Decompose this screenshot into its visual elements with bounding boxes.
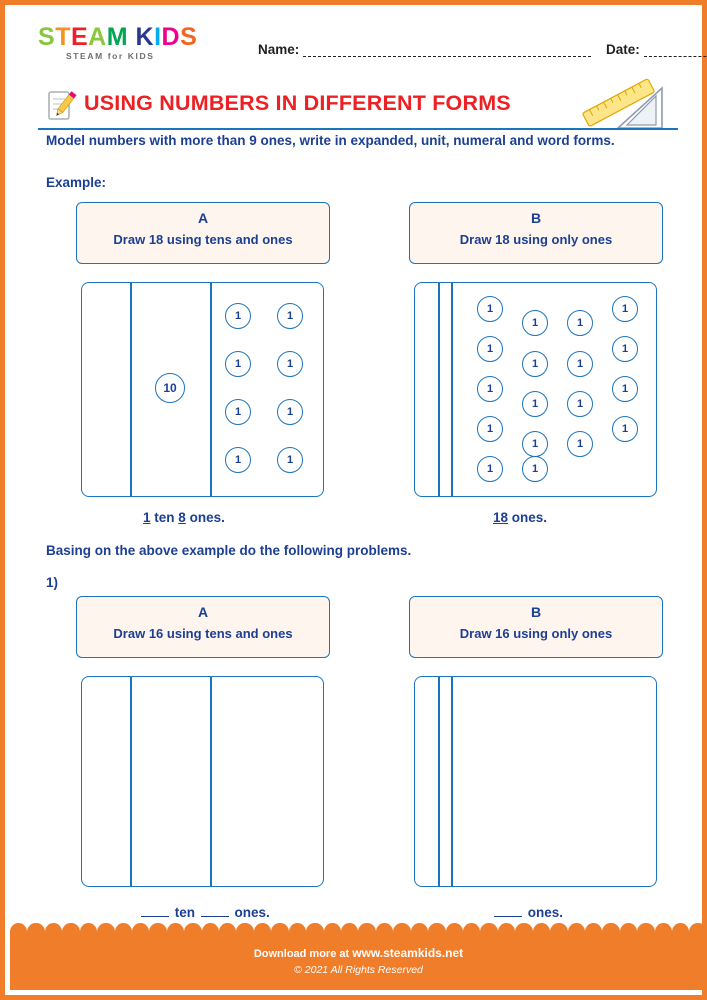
worksheet-content <box>10 10 697 990</box>
ten-circle <box>155 373 185 403</box>
grid-a-divider-2 <box>210 283 212 496</box>
example-answer-b-ones: 18 <box>493 510 509 525</box>
logo-subtitle: STEAM for KIDS <box>66 51 155 61</box>
one-circle <box>477 416 503 442</box>
one-circle <box>567 351 593 377</box>
one-value: 1 <box>486 463 494 475</box>
problem1-box-b-desc: Draw 16 using only ones <box>459 626 613 641</box>
one-circle <box>477 456 503 482</box>
page-title: USING NUMBERS IN DIFFERENT FORMS <box>84 91 511 115</box>
one-circle <box>567 310 593 336</box>
footer-download <box>10 946 707 960</box>
one-circle <box>277 447 303 473</box>
ruler-icon <box>578 74 674 141</box>
one-value: 1 <box>286 358 294 370</box>
example-answer-b-onesword: ones. <box>511 510 548 525</box>
logo <box>38 24 238 61</box>
one-value: 1 <box>486 343 494 355</box>
one-value: 1 <box>531 317 539 329</box>
one-value: 1 <box>486 303 494 315</box>
problem1-answer-b-onesword: ones. <box>527 905 564 920</box>
example-answer-b <box>493 510 547 525</box>
footer-site-link[interactable]: www.steamkids.net <box>352 946 464 960</box>
header <box>10 10 707 72</box>
logo-title: STEAM KIDS <box>38 23 198 51</box>
one-circle <box>522 351 548 377</box>
one-circle <box>612 336 638 362</box>
one-circle <box>225 447 251 473</box>
example-answer-a-tenword: ten <box>154 510 175 525</box>
one-circle <box>567 431 593 457</box>
date-input-line[interactable] <box>644 44 707 57</box>
name-date-row <box>258 42 707 57</box>
one-circle <box>477 336 503 362</box>
one-value: 1 <box>576 317 584 329</box>
grid-a-divider-1 <box>130 677 132 886</box>
one-value: 1 <box>234 358 242 370</box>
one-value: 1 <box>286 310 294 322</box>
one-value: 1 <box>234 454 242 466</box>
one-value: 1 <box>621 303 629 315</box>
one-circle <box>522 456 548 482</box>
name-label: Name: <box>258 42 300 57</box>
one-value: 1 <box>576 398 584 410</box>
footer-copyright: © 2021 All Rights Reserved <box>294 964 423 976</box>
one-circle <box>277 351 303 377</box>
one-value: 1 <box>531 463 539 475</box>
one-value: 1 <box>286 454 294 466</box>
example-answer-a-onesword: ones. <box>189 510 225 525</box>
grid-b-divider-1 <box>438 677 440 886</box>
footer <box>10 932 707 990</box>
example-box-b-label <box>409 202 663 264</box>
one-circle <box>522 431 548 457</box>
ten-circle-value: 10 <box>163 381 177 395</box>
one-circle <box>225 399 251 425</box>
problem1-box-b-label <box>409 596 663 658</box>
title-divider <box>38 128 678 130</box>
basing-instruction: Basing on the above example do the following problems. <box>46 543 412 558</box>
example-box-b-desc: Draw 18 using only ones <box>459 232 613 247</box>
one-circle <box>277 303 303 329</box>
example-box-b-letter: B <box>530 210 542 226</box>
one-value: 1 <box>531 398 539 410</box>
one-circle <box>522 391 548 417</box>
one-value: 1 <box>486 423 494 435</box>
problem1-answer-a-ones-blank[interactable] <box>201 903 229 917</box>
one-value: 1 <box>621 343 629 355</box>
footer-scallops <box>10 923 707 941</box>
one-circle <box>225 351 251 377</box>
one-value: 1 <box>234 406 242 418</box>
one-value: 1 <box>531 438 539 450</box>
one-circle <box>477 296 503 322</box>
one-circle <box>612 296 638 322</box>
date-label: Date: <box>606 42 640 57</box>
one-value: 1 <box>576 438 584 450</box>
problem1-box-a-desc: Draw 16 using tens and ones <box>113 626 293 641</box>
example-label: Example: <box>46 175 107 190</box>
one-value: 1 <box>234 310 242 322</box>
grid-b-divider-2 <box>451 283 453 496</box>
example-grid-b <box>414 282 657 497</box>
example-box-a-letter: A <box>197 210 209 226</box>
grid-b-divider-2 <box>451 677 453 886</box>
one-value: 1 <box>286 406 294 418</box>
one-circle <box>612 376 638 402</box>
problem1-answer-a-tenword: ten <box>174 905 196 920</box>
one-value: 1 <box>531 358 539 370</box>
one-circle <box>225 303 251 329</box>
one-circle <box>612 416 638 442</box>
example-box-a-desc: Draw 18 using tens and ones <box>113 232 293 247</box>
example-box-a-label <box>76 202 330 264</box>
one-value: 1 <box>576 358 584 370</box>
problem1-answer-b-ones-blank[interactable] <box>494 903 522 917</box>
grid-b-divider-1 <box>438 283 440 496</box>
one-value: 1 <box>486 383 494 395</box>
one-circle <box>567 391 593 417</box>
example-grid-a <box>81 282 324 497</box>
problem1-answer-a[interactable] <box>139 903 270 920</box>
pencil-paper-icon <box>42 88 78 129</box>
problem1-grid-a[interactable] <box>81 676 324 887</box>
title-bar <box>38 88 678 126</box>
example-answer-a-ones: 8 <box>178 510 186 525</box>
question-number: 1) <box>46 575 59 590</box>
one-circle <box>477 376 503 402</box>
grid-a-divider-1 <box>130 283 132 496</box>
name-input-line[interactable] <box>303 44 591 57</box>
problem1-box-a-label <box>76 596 330 658</box>
footer-download-text: Download more at <box>253 948 350 960</box>
instructions-text: Model numbers with more than 9 ones, write in expanded, unit, numeral and word forms. <box>46 133 615 148</box>
one-circle <box>522 310 548 336</box>
example-answer-a-tens: 1 <box>143 510 151 525</box>
one-value: 1 <box>621 423 629 435</box>
one-value: 1 <box>621 383 629 395</box>
problem1-box-a-letter: A <box>197 604 209 620</box>
grid-a-divider-2 <box>210 677 212 886</box>
example-answer-a <box>143 510 225 525</box>
problem1-answer-a-tens-blank[interactable] <box>141 903 169 917</box>
problem1-answer-a-onesword: ones. <box>234 905 270 920</box>
problem1-answer-b[interactable] <box>492 903 563 920</box>
problem1-box-b-letter: B <box>530 604 542 620</box>
one-circle <box>277 399 303 425</box>
problem1-grid-b[interactable] <box>414 676 657 887</box>
